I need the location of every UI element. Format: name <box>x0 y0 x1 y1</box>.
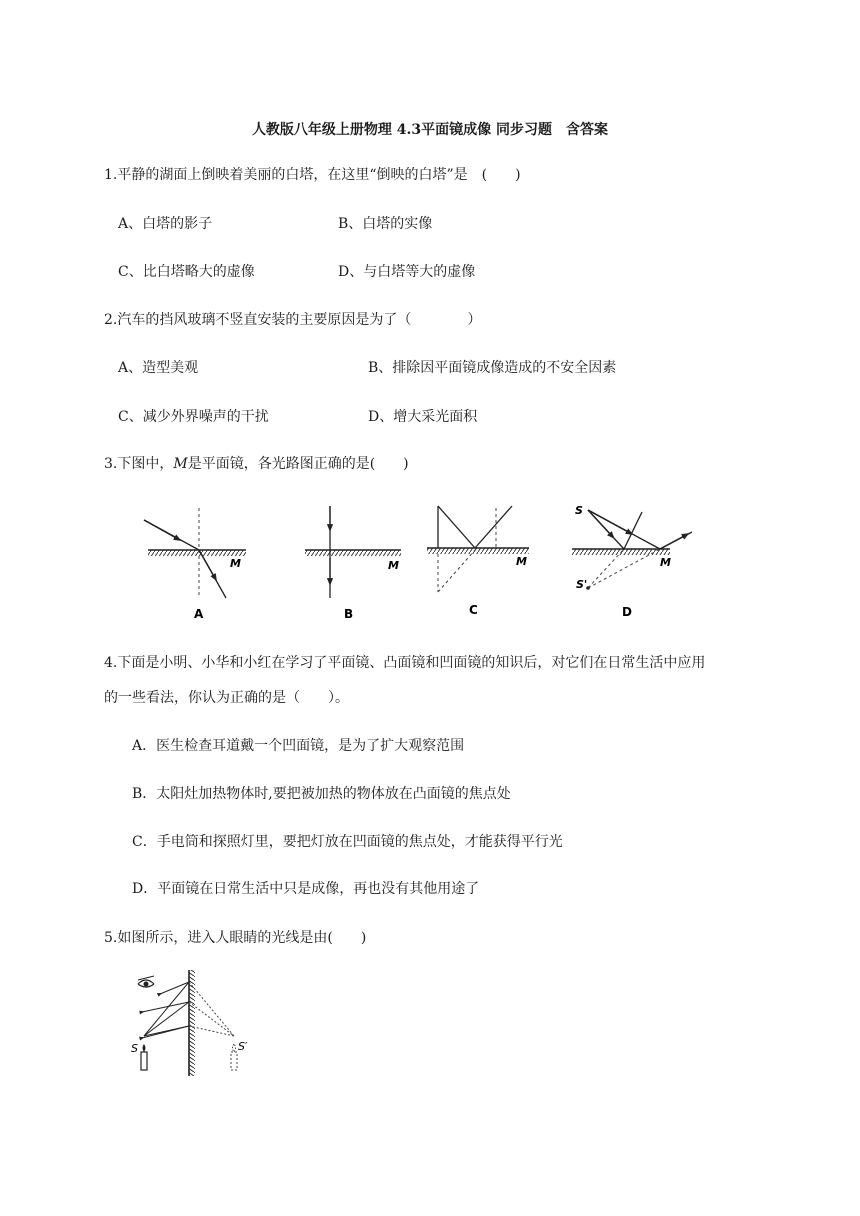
q2-option-a: A、造型美观 <box>118 360 199 376</box>
q2-stem: 2.汽车的挡风玻璃不竖直安装的主要原因是为了（ ） <box>104 312 482 328</box>
candle-icon <box>141 1044 147 1070</box>
q5-image-label: S′ <box>238 1040 248 1053</box>
eye-icon <box>138 976 154 987</box>
diagram-a-caption: A <box>194 607 204 621</box>
q2-option-d: D、增大采光面积 <box>368 409 478 425</box>
q4-option-c: C．手电筒和探照灯里，要把灯放在凹面镜的焦点处，才能获得平行光 <box>132 834 563 850</box>
diagram-c-caption: C <box>469 603 478 617</box>
q5-source-label: S <box>131 1042 138 1055</box>
q2-option-b: B、排除因平面镜成像造成的不安全因素 <box>368 360 617 376</box>
q3-ray-diagrams <box>130 498 710 628</box>
q3-stem-mirror-symbol: M <box>173 456 188 472</box>
q4-option-d: D．平面镜在日常生活中只是成像，再也没有其他用途了 <box>132 881 480 897</box>
q4-stem-line1: 4.下面是小明、小华和小红在学习了平面镜、凸面镜和凹面镜的知识后，对它们在日常生活中应用 <box>104 655 706 671</box>
q3-stem-pre: 3.下图中， <box>104 456 174 472</box>
diagram-b-mirror-label: M <box>388 559 399 572</box>
diagram-d-caption: D <box>622 605 632 619</box>
diagram-b-caption: B <box>344 607 354 621</box>
diagram-d-mirror-label: M <box>660 556 671 569</box>
q1-stem: 1.平静的湖面上倒映着美丽的白塔，在这里“倒映的白塔”是 ( ) <box>104 167 521 183</box>
q3-stem-post: 是平面镜，各光路图正确的是( ) <box>187 456 409 472</box>
q4-stem-line2: 的一些看法，你认为正确的是（ ）。 <box>104 690 349 706</box>
q1-option-b: B、白塔的实像 <box>338 216 433 232</box>
diagram-b <box>305 506 401 621</box>
q1-option-c: C、比白塔略大的虚像 <box>118 264 255 280</box>
diagram-d-image-label: S' <box>576 578 588 591</box>
q2-option-c: C、减少外界噪声的干扰 <box>118 409 269 425</box>
diagram-a-mirror-label: M <box>230 557 241 570</box>
diagram-a <box>144 508 246 621</box>
q5-mirror-diagram <box>128 968 256 1082</box>
q1-option-a: A、白塔的影子 <box>118 216 213 232</box>
document-title: 人教版八年级上册物理 4.3平面镜成像 同步习题 含答案 <box>251 122 609 138</box>
diagram-d-source-label: S <box>575 504 583 517</box>
diagram-c-mirror-label: M <box>516 555 527 568</box>
diagram-c <box>427 506 529 617</box>
q4-option-b: B．太阳灶加热物体时,要把被加热的物体放在凸面镜的焦点处 <box>132 786 511 802</box>
diagram-d <box>572 504 692 619</box>
q4-option-a: A．医生检查耳道戴一个凹面镜，是为了扩大观察范围 <box>132 738 465 754</box>
q1-option-d: D、与白塔等大的虚像 <box>338 264 476 280</box>
q5-stem: 5.如图所示，进入人眼睛的光线是由( ) <box>104 930 367 946</box>
virtual-candle-icon <box>231 1044 237 1070</box>
q3-stem <box>104 454 409 474</box>
